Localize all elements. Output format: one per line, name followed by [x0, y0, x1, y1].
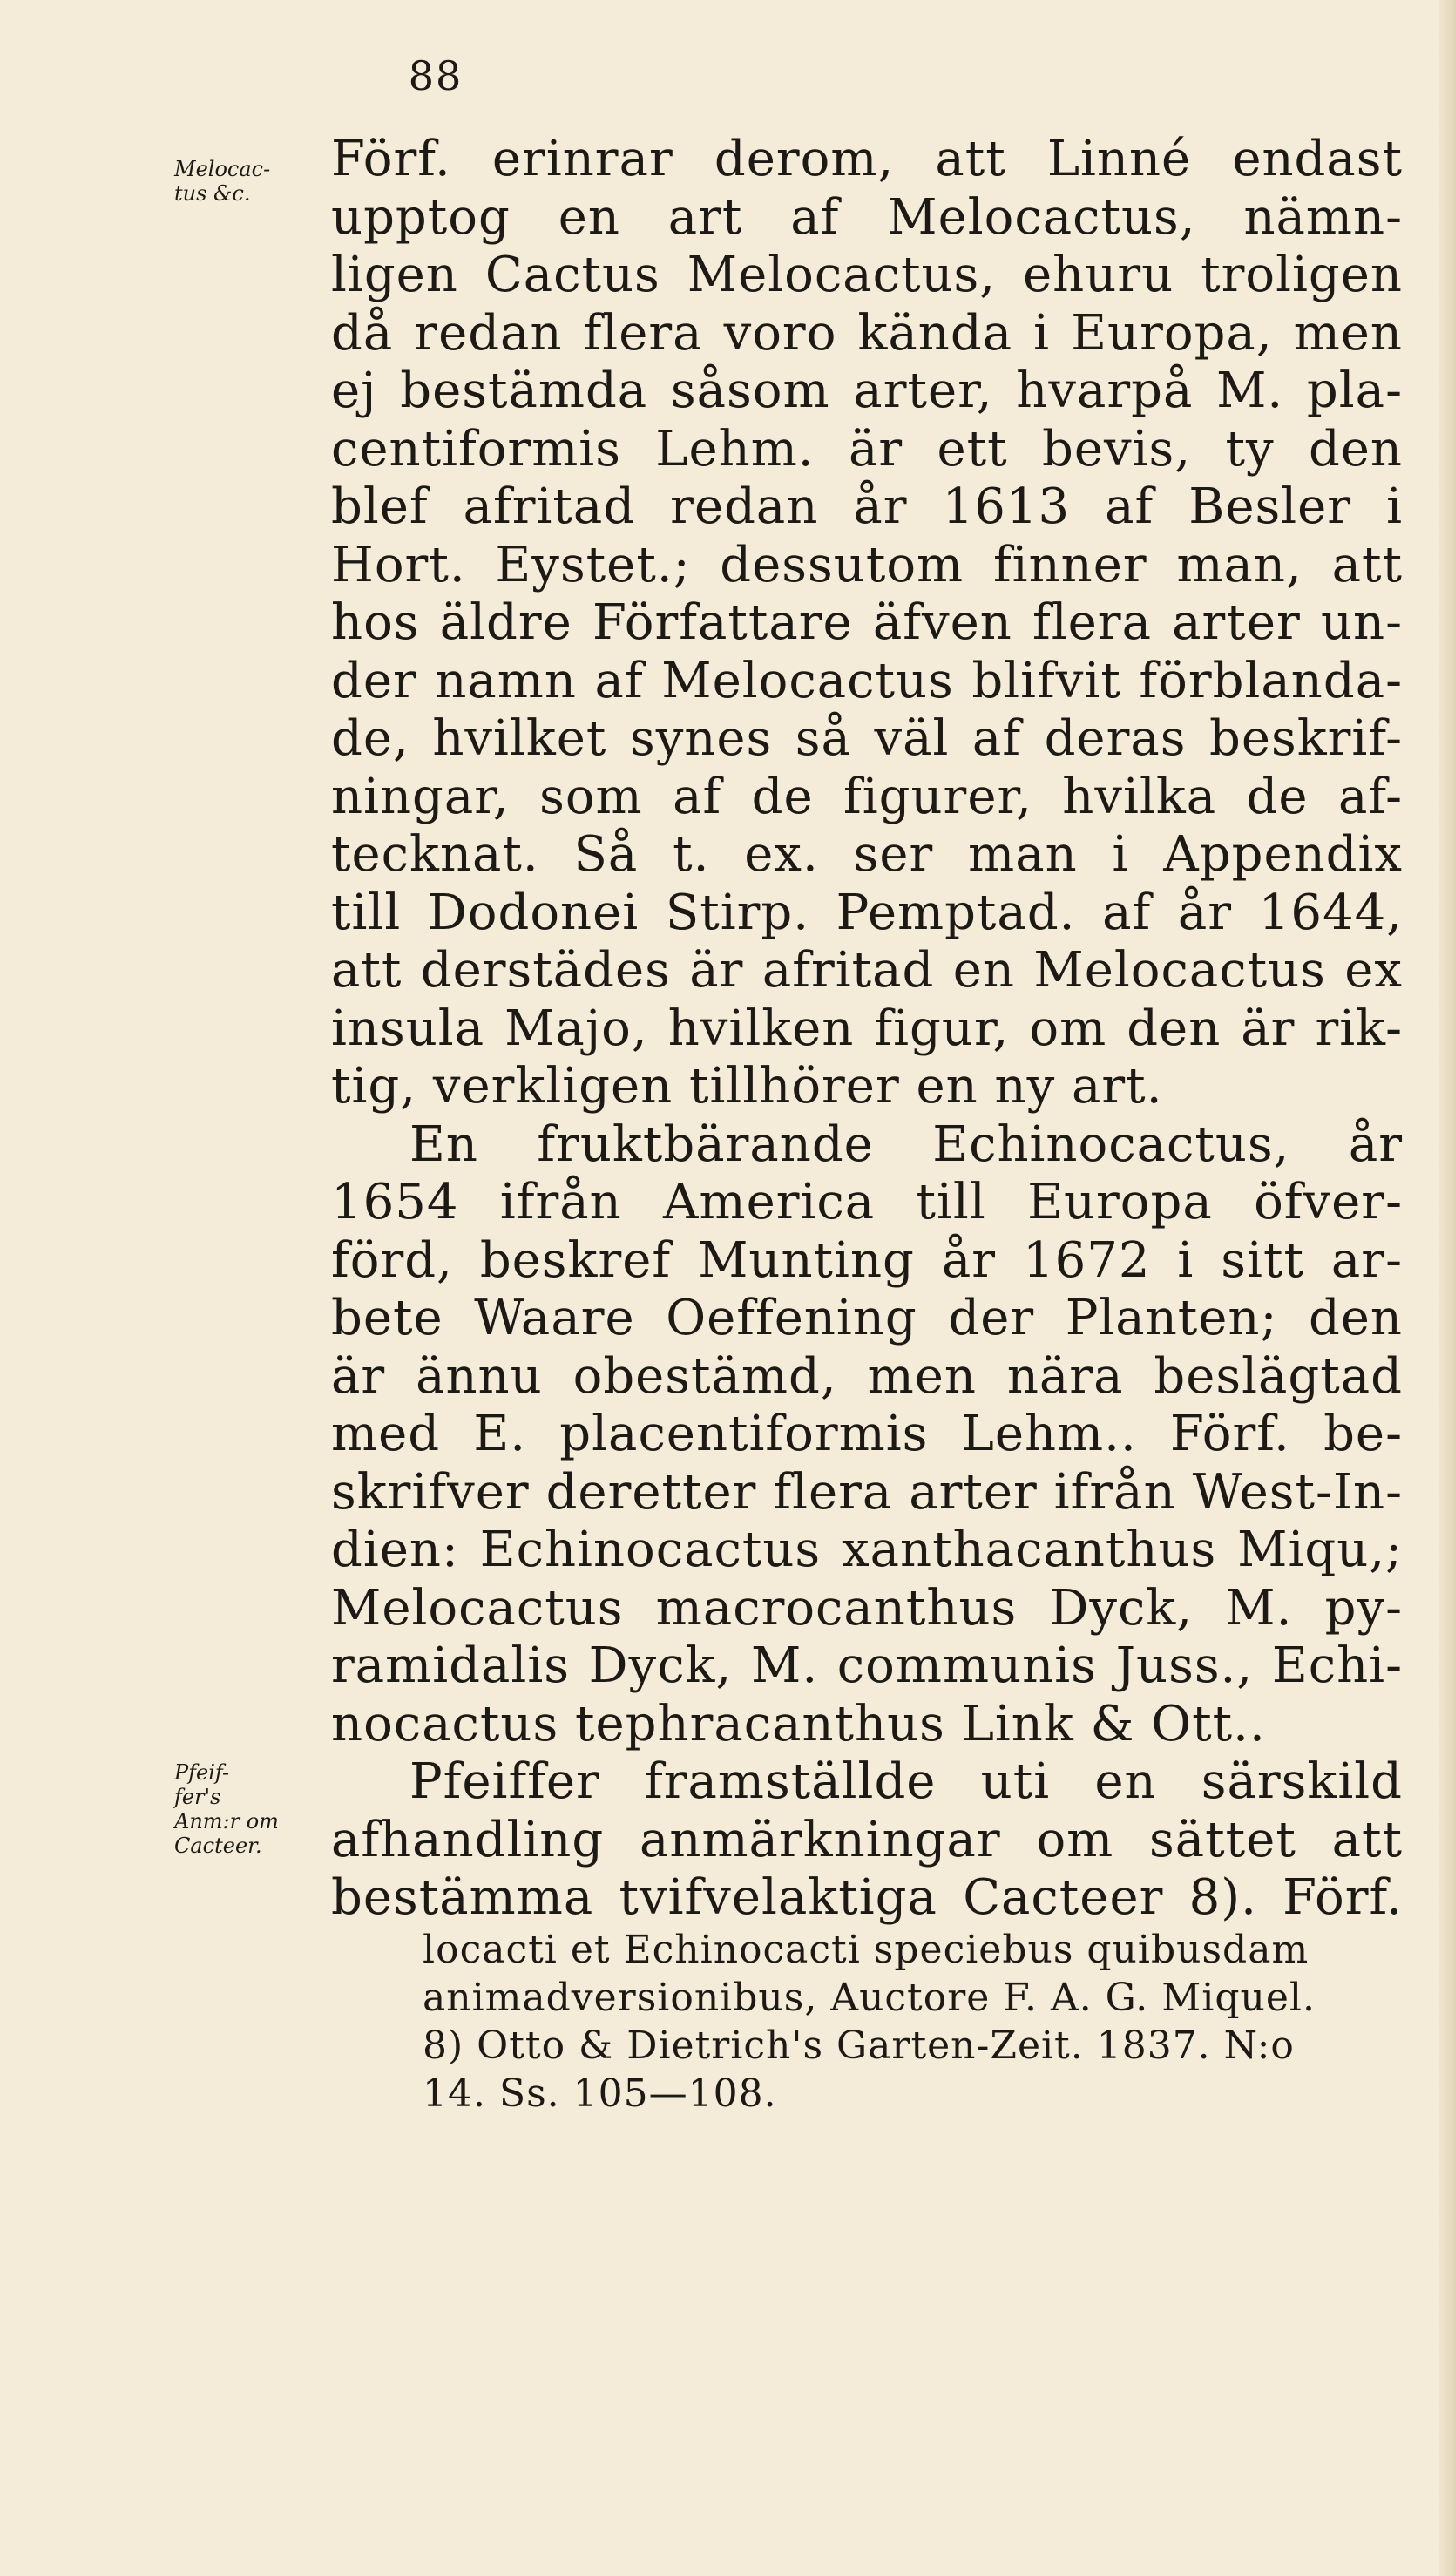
text-line: att derstädes är afritad en Melocactus ex: [331, 942, 1403, 999]
margin-note-line: tus &c.: [174, 181, 251, 206]
text-line: är ännu obestämd, men nära beslägtad: [331, 1347, 1403, 1405]
text-line: En fruktbärande Echinocactus, år: [409, 1115, 1403, 1173]
text-line: tecknat. Så t. ex. ser man i Appendix: [331, 826, 1403, 883]
text-line: bete Waare Oeffening der Planten; den: [331, 1290, 1403, 1346]
text-line: då redan flera voro kända i Europa, men: [331, 304, 1403, 362]
margin-note-pfeiffer: [174, 1760, 279, 1858]
text-line: Hort. Eystet.; dessutom finner man, att: [331, 536, 1403, 593]
text-line: ramidalis Dyck, M. communis Juss., Echi-: [331, 1637, 1403, 1694]
margin-note-melocactus: [174, 157, 270, 206]
text-line: bestämma tvifvelaktiga Cacteer 8). Förf.: [331, 1869, 1403, 1926]
margin-note-line: fer's: [174, 1785, 221, 1809]
footnotes: [423, 1926, 1398, 2118]
text-line: ej bestämda såsom arter, hvarpå M. pla-: [331, 363, 1403, 419]
text-line: de, hvilket synes så väl af deras beskrif-: [331, 710, 1403, 767]
page-edge: [1439, 0, 1455, 2576]
text-line: centiformis Lehm. är ett bevis, ty den: [331, 420, 1403, 478]
text-line: förd, beskref Munting år 1672 i sitt ar-: [331, 1231, 1403, 1289]
text-line: Förf. erinrar derom, att Linné endast: [331, 131, 1403, 187]
text-line: till Dodonei Stirp. Pemptad. af år 1644,: [331, 884, 1403, 941]
margin-note-line: Pfeif-: [174, 1760, 230, 1785]
text-line: upptog en art af Melocactus, nämn-: [331, 188, 1403, 246]
footnote-line: 14. Ss. 105—108.: [423, 2071, 777, 2116]
page-number: 88: [408, 52, 464, 99]
text-line: hos äldre Författare äfven flera arter un-: [331, 594, 1403, 651]
footnote-line: animadversionibus, Auctore F. A. G. Miquel.: [423, 1976, 1316, 2020]
text-line: Pfeiffer framställde uti en särskild: [409, 1753, 1403, 1810]
body-text: [331, 131, 1403, 1928]
text-line: 1654 ifrån America till Europa öfver-: [331, 1174, 1403, 1230]
footnote-line: locacti et Echinocacti speciebus quibusdam: [423, 1928, 1310, 1972]
text-line: med E. placentiformis Lehm.. Förf. be-: [331, 1406, 1403, 1462]
text-line: tig, verkligen tillhörer en ny art.: [331, 1058, 1163, 1115]
text-line: dien: Echinocactus xanthacanthus Miqu,;: [331, 1522, 1403, 1578]
text-line: ningar, som af de figurer, hvilka de af-: [331, 768, 1403, 825]
margin-note-line: Melocac-: [174, 157, 271, 181]
text-line: der namn af Melocactus blifvit förblanda-: [331, 652, 1403, 709]
text-line: skrifver deretter flera arter ifrån West-In-: [331, 1463, 1403, 1521]
text-line: nocactus tephracanthus Link & Ott..: [331, 1695, 1266, 1752]
footnote-line: 8) Otto & Dietrich's Garten-Zeit. 1837. N:o: [423, 2024, 1295, 2068]
text-line: afhandling anmärkningar om sättet att: [331, 1811, 1403, 1868]
margin-note-line: Anm:r om: [174, 1809, 279, 1834]
text-line: ligen Cactus Melocactus, ehuru troligen: [331, 247, 1403, 303]
margin-note-line: Cacteer.: [174, 1834, 262, 1858]
text-line: insula Majo, hvilken figur, om den är rik-: [331, 1000, 1403, 1057]
text-line: blef afritad redan år 1613 af Besler i: [331, 478, 1403, 535]
text-line: Melocactus macrocanthus Dyck, M. py-: [331, 1579, 1403, 1637]
